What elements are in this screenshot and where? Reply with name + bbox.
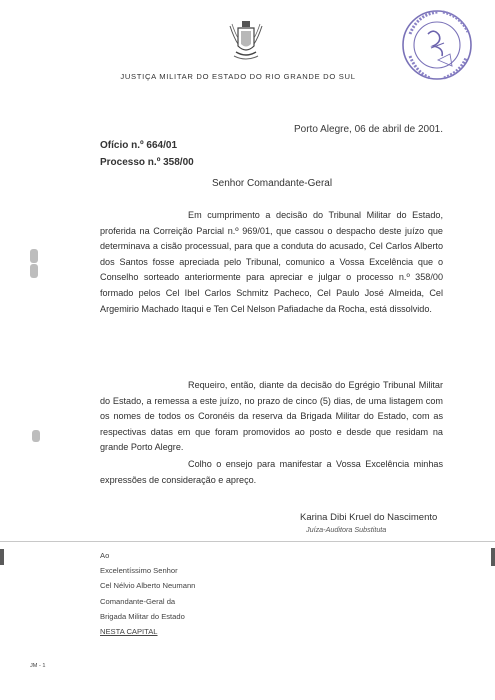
- scan-edge-mark: [491, 548, 495, 566]
- addressee-line: Ao: [100, 551, 110, 560]
- addressee-line: NESTA CAPITAL: [100, 627, 158, 637]
- addressee-line: Brigada Militar do Estado: [100, 611, 185, 621]
- salutation: Senhor Comandante-Geral: [212, 178, 333, 189]
- processo-number: Processo n.º 358/00: [100, 157, 194, 168]
- punch-hole: [32, 430, 40, 442]
- addressee-block: [100, 548, 300, 639]
- addressee-line: Comandante-Geral da: [100, 596, 176, 606]
- scan-edge-mark: [0, 549, 4, 565]
- punch-hole: [30, 249, 38, 263]
- punch-hole: [30, 264, 38, 278]
- body-paragraph-1: Em cumprimento a decisão do Tribunal Militar do Estado, proferida na Correição Parcial n.º 969/01, que cassou o despacho deste juízo que determinava a cisão processual, para que a conduta do acusado, Cel Carlos Alberto dos Santos fosse apreciada pelo Tribunal, comunico a Vossa Excelência que o Conselho sorteado anteriormente para apreciar e julgar o processo n.º 358/00 formado pelos Cel Ibel Carlos Schmitz Pacheco, Cel Paulo José Almeida, Cel Argemirio Machado Itaqui e Ten Cel Nelson Pafiadache da Rocha, está dissolvido.: [100, 210, 443, 314]
- institution-header: JUSTIÇA MILITAR DO ESTADO DO RIO GRANDE DO SUL: [120, 72, 356, 81]
- addressee-line: Cel Nélvio Alberto Neumann: [100, 581, 196, 591]
- oficio-number: Ofício n.º 664/01: [100, 140, 178, 151]
- page-fold-line: [0, 541, 495, 542]
- circular-stamp-icon: [398, 4, 476, 86]
- body-paragraph-3: Colho o ensejo para manifestar a Vossa Excelência minhas expressões de consideração e apreço.: [100, 459, 443, 485]
- coat-of-arms-icon: [228, 18, 264, 62]
- form-code: JM - 1: [30, 663, 46, 669]
- body-paragraph-2: Requeiro, então, diante da decisão do Egrégio Tribunal Militar do Estado, a remessa a este juízo, no prazo de cinco (5) dias, de uma listagem com os nomes de todos os Coronéis da reserva da Brigada Militar do Estado, com as respectivas datas em que foram promovidos ao posto e desde que residam na grande Porto Alegre.: [100, 380, 443, 453]
- signature-role: Juíza-Auditora Substituta: [306, 525, 387, 534]
- signature-name: Karina Dibi Kruel do Nascimento: [300, 512, 438, 523]
- date-line: Porto Alegre, 06 de abril de 2001.: [294, 124, 443, 135]
- addressee-line: Excelentíssimo Senhor: [100, 566, 178, 576]
